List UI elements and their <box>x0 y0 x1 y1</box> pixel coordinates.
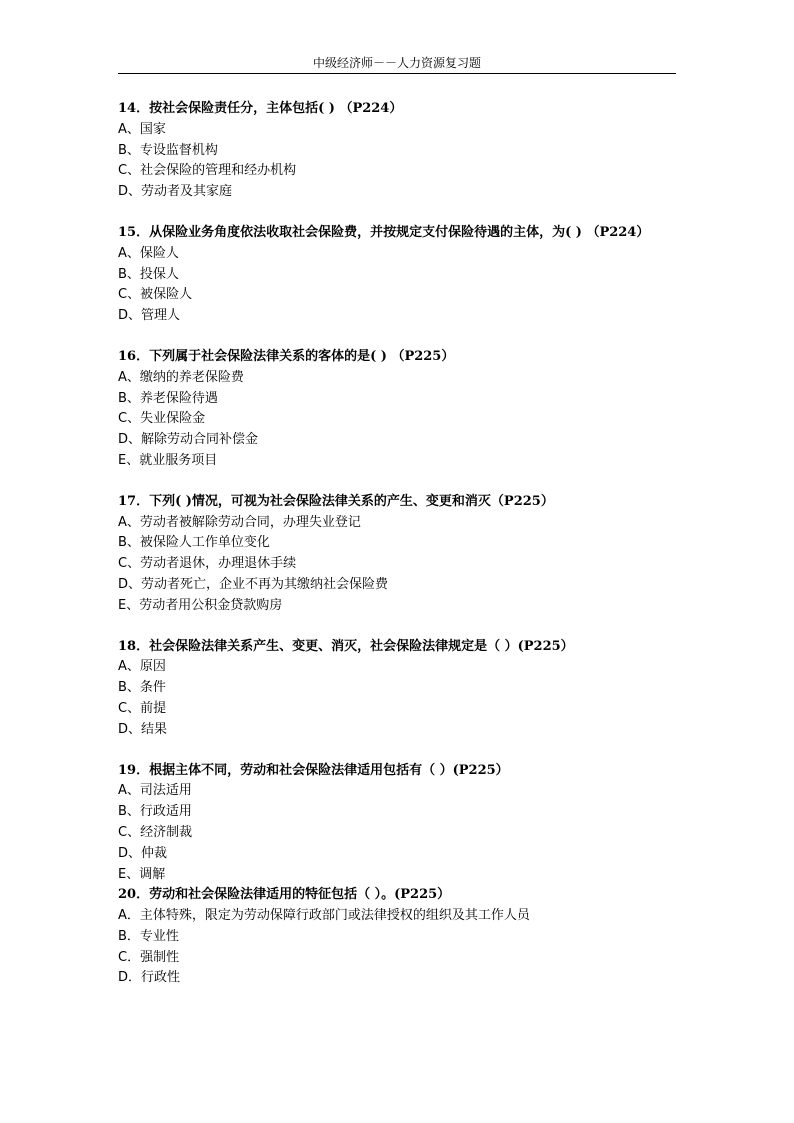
question-stem: 14．按社会保险责任分，主体包括( ) （P224） <box>118 101 403 116</box>
option: B、被保险人工作单位变化 <box>118 535 270 551</box>
option: A、保险人 <box>118 245 179 261</box>
option: B、投保人 <box>118 266 179 282</box>
option: D．行政性 <box>118 970 181 986</box>
option: A、国家 <box>118 121 166 137</box>
option: E、劳动者用公积金贷款购房 <box>118 597 283 613</box>
option: A．主体特殊，限定为劳动保障行政部门或法律授权的组织及其工作人员 <box>118 908 530 924</box>
option: B、条件 <box>118 680 166 696</box>
option: C．强制性 <box>118 949 180 965</box>
question-16 <box>118 347 678 472</box>
option: C、被保险人 <box>118 287 193 303</box>
question-stem: 20．劳动和社会保险法律适用的特征包括（ ）。(P225） <box>118 887 451 903</box>
option: D、劳动者死亡，企业不再为其缴纳社会保险费 <box>118 576 389 592</box>
option: D、结果 <box>118 721 168 737</box>
question-stem: 18．社会保险法律关系产生、变更、消灭，社会保险法律规定是（ ）(P225） <box>118 638 574 654</box>
option: C、前提 <box>118 700 167 716</box>
option: D、管理人 <box>118 308 181 324</box>
question-list <box>118 99 678 989</box>
option: A、司法适用 <box>118 783 192 799</box>
option: D、劳动者及其家庭 <box>118 184 233 200</box>
option: A、原因 <box>118 659 166 675</box>
question-stem: 16．下列属于社会保险法律关系的客体的是( ) （P225） <box>118 348 455 364</box>
page-header <box>118 55 676 74</box>
option: B、专设监督机构 <box>118 142 218 158</box>
question-19 <box>118 761 678 886</box>
option: C、社会保险的管理和经办机构 <box>118 163 297 179</box>
option: C、失业保险金 <box>118 411 206 427</box>
option: E、调解 <box>118 866 166 882</box>
option: A、劳动者被解除劳动合同，办理失业登记 <box>118 514 361 530</box>
option: D、解除劳动合同补偿金 <box>118 432 259 448</box>
question-17 <box>118 492 678 617</box>
question-18 <box>118 637 678 741</box>
question-stem: 19．根据主体不同，劳动和社会保险法律适用包括有（ ）(P225） <box>118 762 509 778</box>
question-14 <box>118 99 678 203</box>
option: C、劳动者退休，办理退休手续 <box>118 556 297 572</box>
question-stem: 15．从保险业务角度依法收取社会保险费，并按规定支付保险待遇的主体，为( ) （P224） <box>118 224 650 240</box>
option: A、缴纳的养老保险费 <box>118 369 244 385</box>
question-15 <box>118 223 678 327</box>
option: B、养老保险待遇 <box>118 390 218 406</box>
option: B．专业性 <box>118 928 179 944</box>
option: B、行政适用 <box>118 804 192 820</box>
option: E、就业服务项目 <box>118 452 218 468</box>
option: C、经济制裁 <box>118 824 193 840</box>
option: D、仲裁 <box>118 845 168 861</box>
header-title: 中级经济师－－人力资源复习题 <box>312 56 481 70</box>
question-stem: 17．下列( )情况，可视为社会保险法律关系的产生、变更和消灭（P225） <box>118 493 554 509</box>
question-20 <box>118 885 678 989</box>
